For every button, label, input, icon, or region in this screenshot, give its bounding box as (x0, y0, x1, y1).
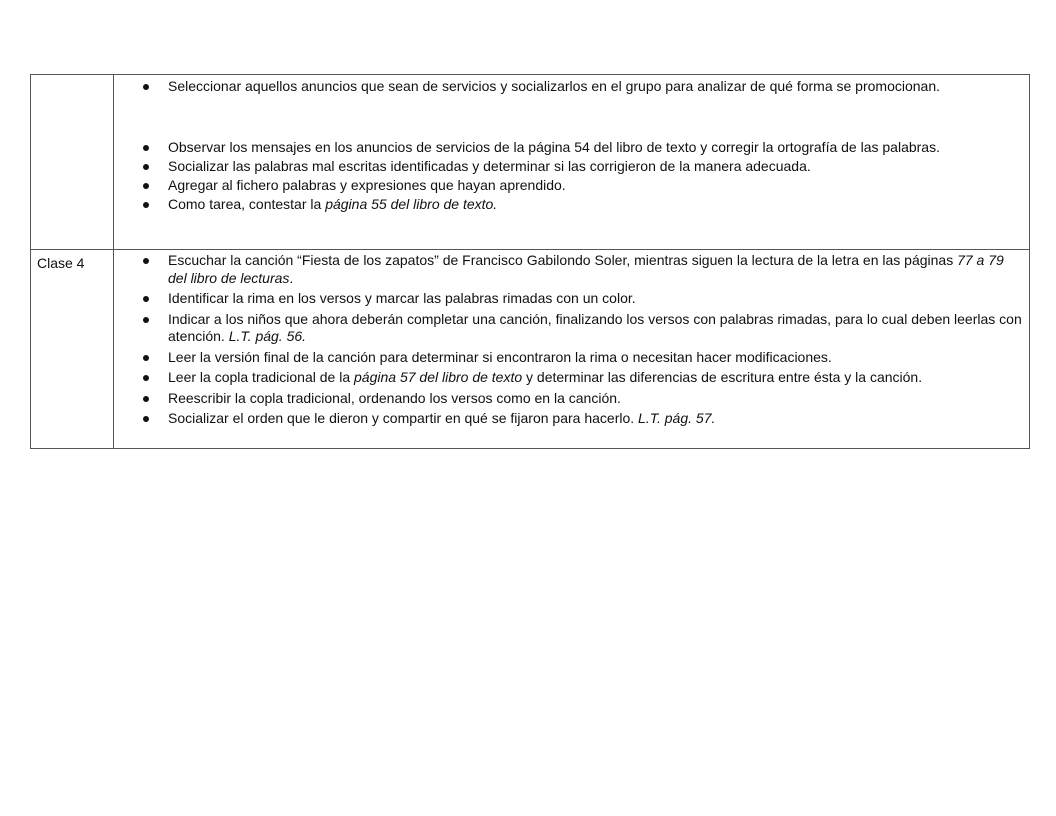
list-item: Indicar a los niños que ahora deberán completar una canción, finalizando los versos con palabras rimadas, para lo cual deben leerlas con atención. L.T. pág. 56. (114, 311, 1025, 346)
list-item: Agregar al fichero palabras y expresiones que hayan aprendido. (114, 177, 1025, 195)
list-item: Leer la versión final de la canción para determinar si encontraron la rima o necesitan hacer modificaciones. (114, 349, 1025, 367)
list-item: Identificar la rima en los versos y marcar las palabras rimadas con un color. (114, 290, 1025, 308)
lesson-plan-table (30, 74, 1030, 449)
list-item: Leer la copla tradicional de la página 57 del libro de texto y determinar las diferencias de escritura entre ésta y la canción. (114, 369, 1025, 387)
bullet-icon (143, 317, 149, 323)
bullet-icon (143, 375, 149, 381)
bullet-icon (143, 145, 149, 151)
bullet-icon (143, 164, 149, 170)
activity-list (114, 78, 1029, 213)
row-label: Clase 4 (37, 255, 85, 271)
bullet-icon (143, 296, 149, 302)
bullet-icon (143, 416, 149, 422)
list-item: Reescribir la copla tradicional, ordenando los versos como en la canción. (114, 390, 1025, 408)
bullet-icon (143, 355, 149, 361)
list-item: Observar los mensajes en los anuncios de servicios de la página 54 del libro de texto y corregir la ortografía de las palabras. (114, 139, 1025, 157)
bullet-icon (143, 258, 149, 264)
list-item: Socializar el orden que le dieron y compartir en qué se fijaron para hacerlo. L.T. pág. 57. (114, 410, 1025, 428)
list-item: Escuchar la canción “Fiesta de los zapatos” de Francisco Gabilondo Soler, mientras siguen la lectura de la letra en las páginas 77 a 79 del libro de lecturas. (114, 252, 1025, 287)
activity-list (114, 252, 1029, 428)
list-item: Socializar las palabras mal escritas identificadas y determinar si las corrigieron de la manera adecuada. (114, 158, 1025, 176)
table-row (31, 250, 1030, 449)
list-item: Seleccionar aquellos anuncios que sean de servicios y socializarlos en el grupo para analizar de qué forma se promocionan. (114, 78, 1025, 96)
bullet-icon (143, 396, 149, 402)
bullet-icon (143, 202, 149, 208)
table-row (31, 75, 1030, 250)
activities-cell (114, 250, 1030, 449)
list-item: Como tarea, contestar la página 55 del libro de texto. (114, 196, 1025, 214)
bullet-icon (143, 84, 149, 90)
row-label-cell (31, 250, 114, 449)
row-label-cell (31, 75, 114, 250)
bullet-icon (143, 183, 149, 189)
activities-cell (114, 75, 1030, 250)
